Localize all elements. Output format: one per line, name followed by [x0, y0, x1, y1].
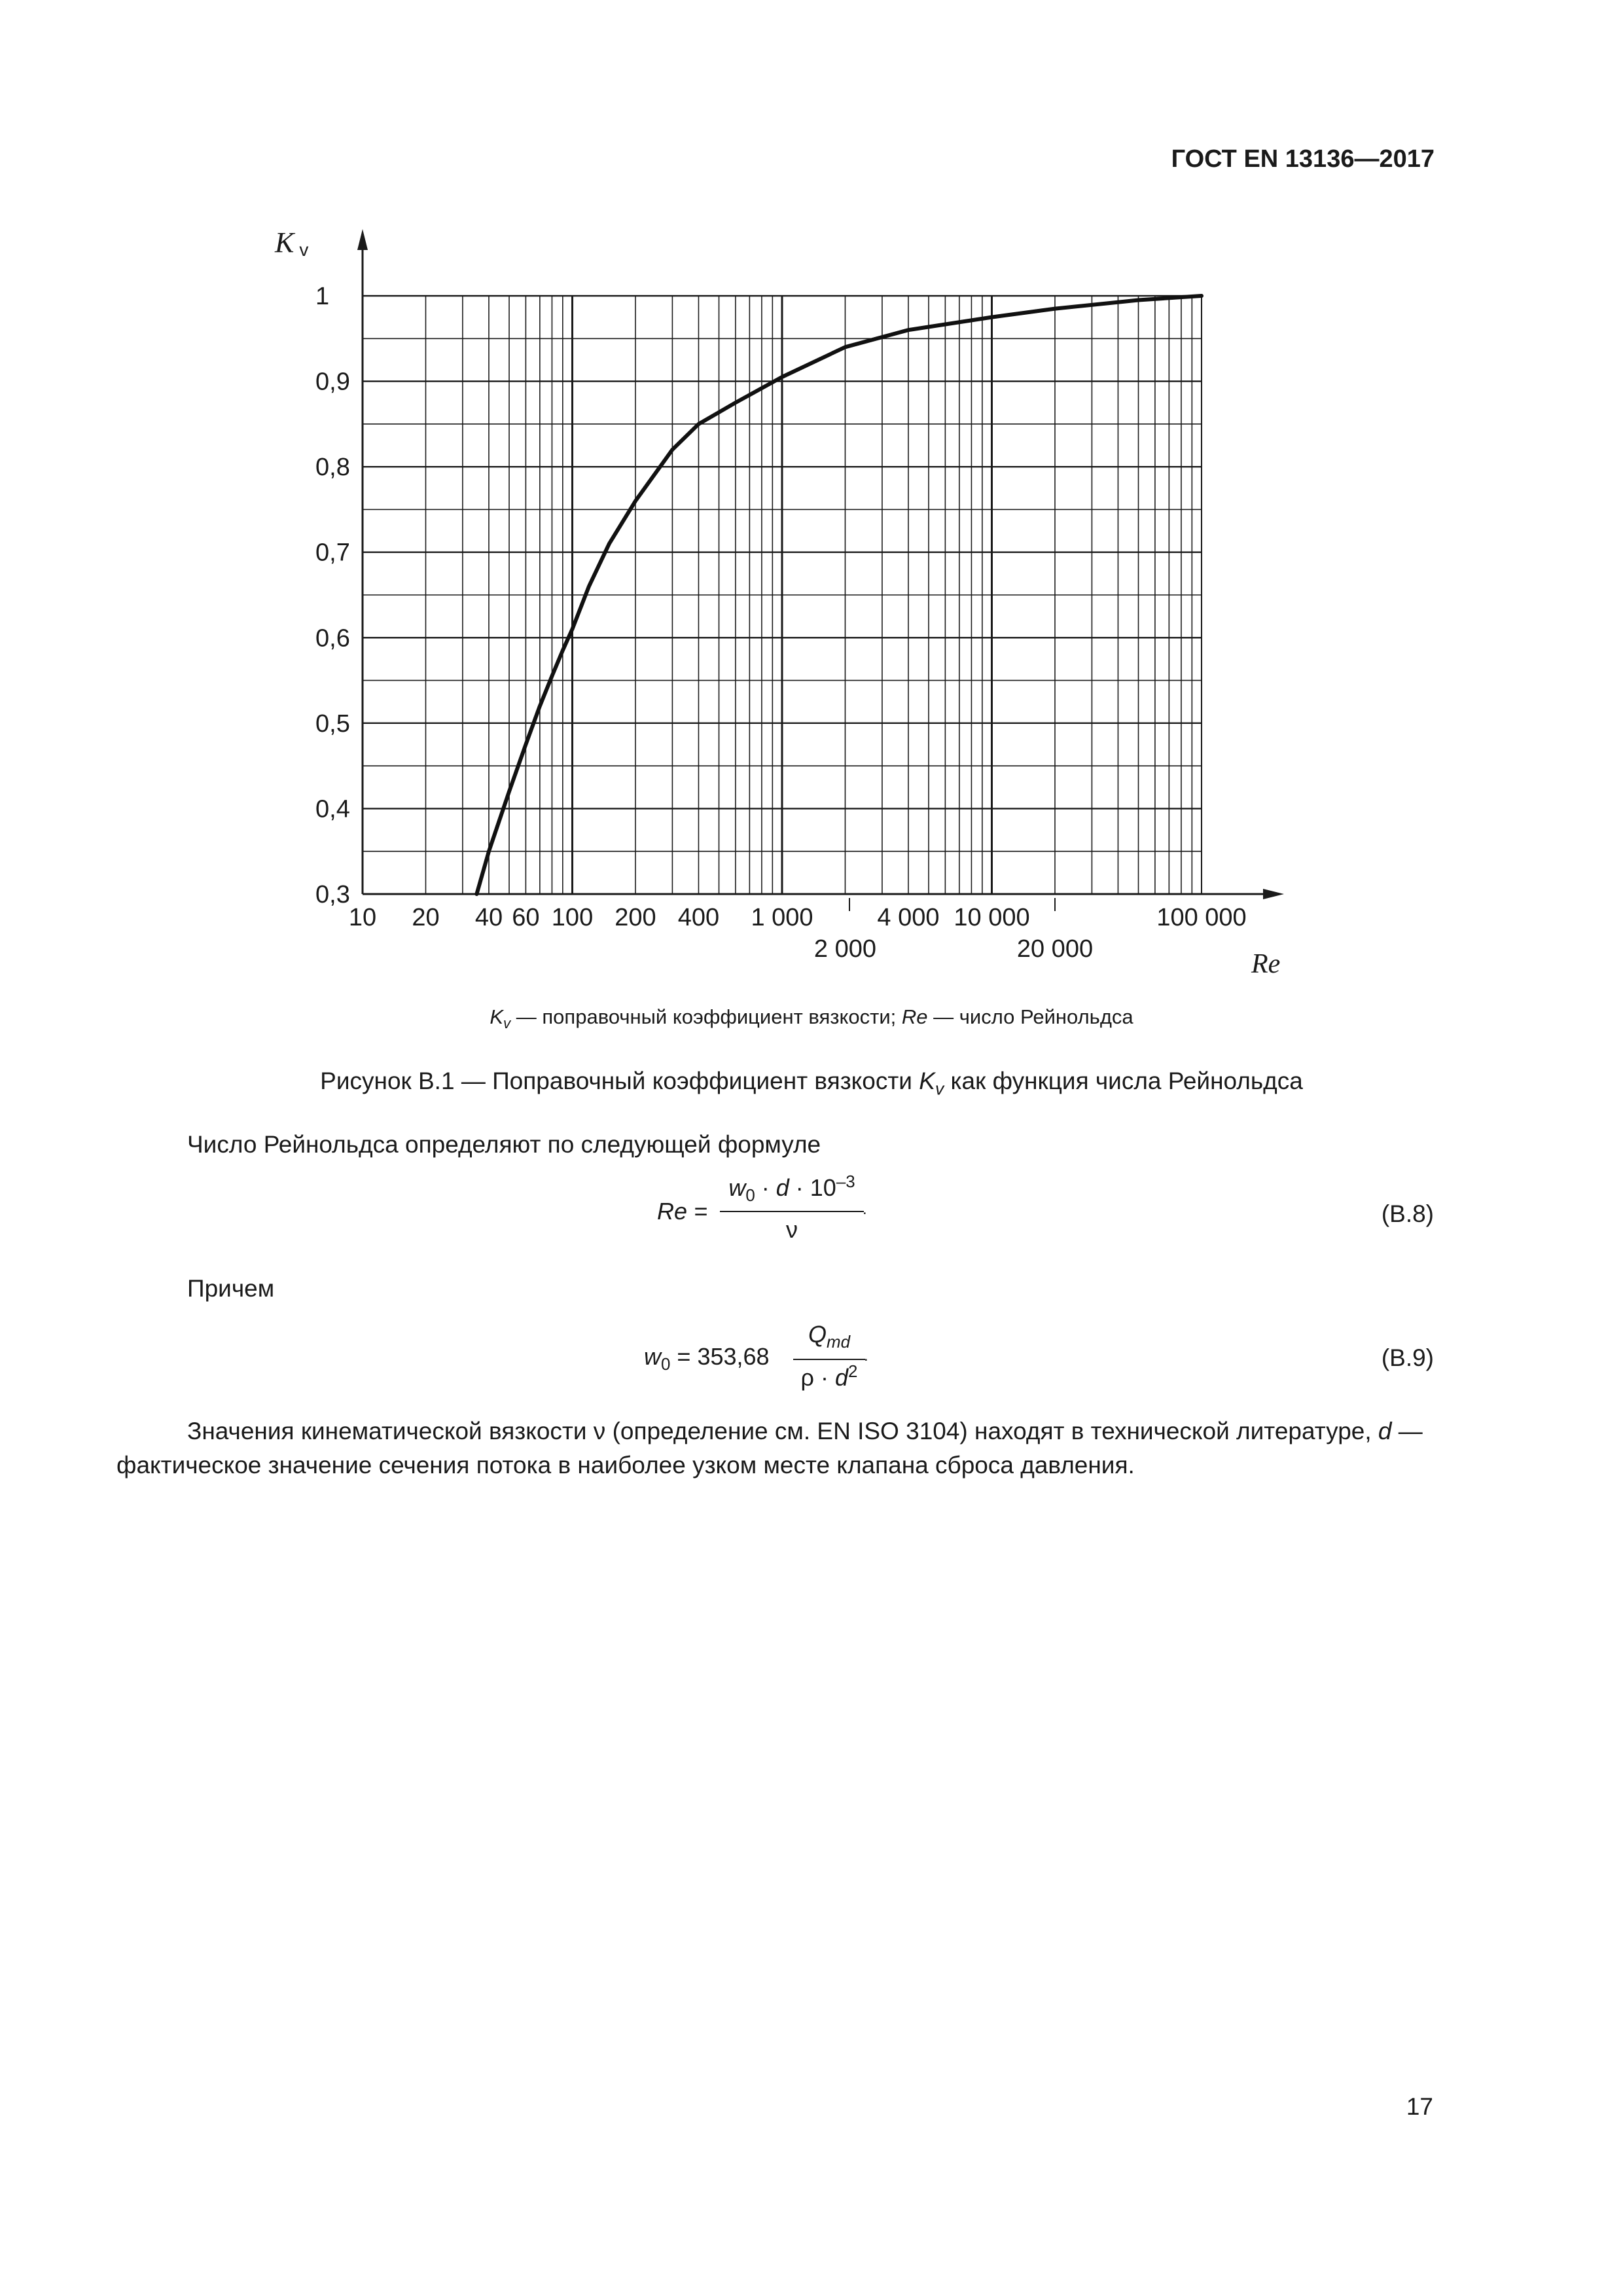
- chart-grid: [363, 296, 1202, 894]
- y-tick-label: 0,3: [315, 881, 350, 908]
- y-tick-label: 0,4: [315, 795, 350, 823]
- formula-b8-fraction: [720, 1173, 864, 1251]
- paragraph-viscosity-line2: фактическое значение сечения потока в наиболее узком месте клапана сброса давления.: [116, 1452, 1135, 1479]
- legend-re-text: — число Рейнольдса: [927, 1005, 1133, 1028]
- x-axis-label: Re: [1251, 949, 1281, 979]
- paragraph-reynolds-intro: Число Рейнольдса определяют по следующей формуле: [187, 1131, 821, 1158]
- formula-b9-numerator: $Q_{md}$: [808, 1321, 850, 1352]
- y-axis-label-sub: v: [299, 240, 309, 260]
- legend-kv-symbol: K: [490, 1005, 504, 1028]
- x-tick-label: 20: [412, 904, 440, 931]
- y-tick-label: 0,5: [315, 709, 350, 738]
- formula-b9-lhs: $w_0 = 353,68$: [644, 1343, 770, 1374]
- x-tick-label: 10 000: [954, 904, 1030, 931]
- formula-b9-denominator: $\rho \cdot d^2$: [800, 1363, 858, 1391]
- legend-kv-text: — поправочный коэффициент вязкости;: [510, 1005, 902, 1028]
- paragraph-prichem: Причем: [187, 1275, 275, 1302]
- y-tick-label: 0,8: [315, 454, 350, 482]
- x-tick-label: 200: [615, 904, 656, 931]
- x-tick-label: 60: [512, 904, 540, 931]
- y-axis-label: [274, 226, 308, 260]
- legend-kv-sub: v: [503, 1015, 511, 1032]
- chart-tick-labels: [315, 283, 1247, 963]
- y-axis-label-main: K: [275, 226, 294, 259]
- equation-number-b8: (В.8): [1381, 1200, 1434, 1227]
- x-tick-label: 1 000: [751, 904, 813, 931]
- x-tick-label: 100: [551, 904, 594, 931]
- paragraph-viscosity-line1: Значения кинематической вязкости ν (определение см. EN ISO 3104) находят в технической литературе, d —: [187, 1418, 1423, 1444]
- x-tick-label: 100 000: [1156, 904, 1247, 931]
- formula-b9-fraction-bar: [793, 1359, 865, 1360]
- formula-b8-fraction-bar: [720, 1211, 864, 1212]
- legend-re-symbol: Re: [901, 1005, 928, 1028]
- x-tick-label: 40: [474, 904, 503, 931]
- x-tick-label: 10: [348, 904, 377, 931]
- y-tick-label: 0,7: [315, 539, 350, 567]
- y-tick-label: 0,6: [315, 624, 350, 653]
- formula-b8-numerator: $w_0 \cdot d \cdot 10^{-3}$: [728, 1173, 855, 1206]
- figure-title-kv-sub: v: [935, 1079, 944, 1099]
- formula-b8-denominator: ν: [786, 1216, 798, 1243]
- y-tick-label: 1: [315, 283, 330, 310]
- x-tick-label: 2 000: [813, 935, 877, 963]
- figure-legend-caption: [0, 1005, 1623, 1032]
- formula-b8-lhs: Re =: [657, 1198, 708, 1225]
- y-tick-label: 0,9: [315, 368, 350, 396]
- formula-b8-tail: .: [863, 1200, 867, 1218]
- page-number: 17: [1406, 2093, 1433, 2120]
- figure-title: [0, 1067, 1623, 1099]
- document-id: ГОСТ EN 13136—2017: [1171, 145, 1435, 173]
- figure-title-kv: K: [919, 1067, 935, 1094]
- kv-vs-reynolds-chart: [0, 0, 1623, 1008]
- x-tick-label: 400: [677, 904, 720, 931]
- figure-title-suffix: как функция числа Рейнольдса: [944, 1067, 1303, 1094]
- x-axis-arrow: [1263, 889, 1284, 899]
- figure-title-prefix: Рисунок В.1 — Поправочный коэффициент вязкости: [320, 1067, 919, 1094]
- x-tick-label: 20 000: [1016, 935, 1094, 963]
- formula-b9-fraction: [793, 1321, 865, 1399]
- equation-number-b9: (В.9): [1381, 1344, 1434, 1371]
- formula-b9-tail: .: [864, 1347, 868, 1365]
- y-axis-arrow: [357, 229, 368, 250]
- x-tick-label: 4 000: [877, 904, 940, 931]
